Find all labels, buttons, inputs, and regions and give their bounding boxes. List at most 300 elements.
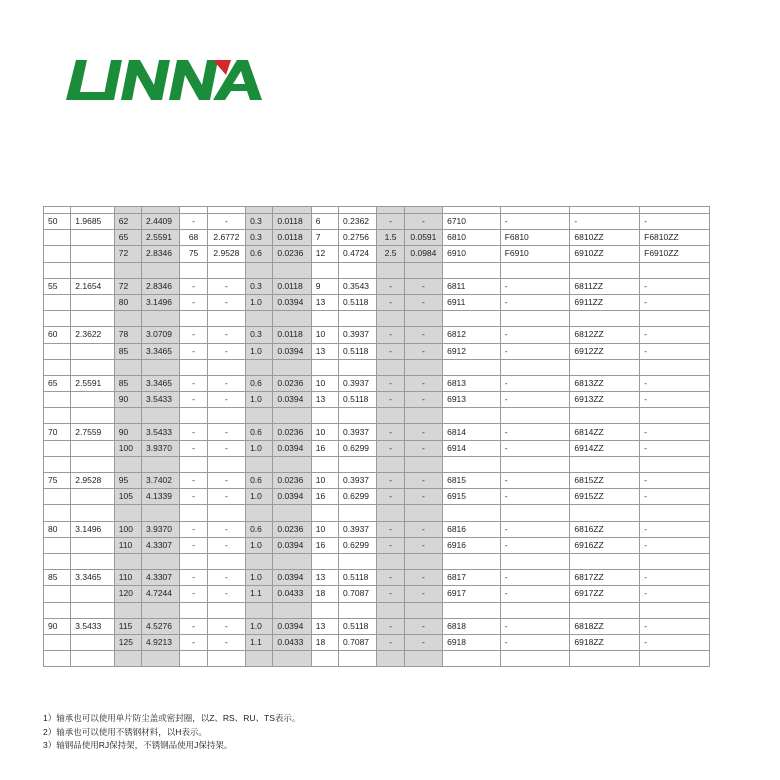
table-cell	[207, 311, 245, 327]
table-cell: 0.0118	[273, 278, 311, 294]
table-cell: 6914ZZ	[570, 440, 640, 456]
table-cell: 0.0394	[273, 440, 311, 456]
table-cell: 2.1654	[71, 278, 114, 294]
table-cell	[207, 505, 245, 521]
table-row	[44, 214, 710, 230]
table-cell: 6918ZZ	[570, 634, 640, 650]
table-cell: -	[207, 570, 245, 586]
table-cell: 2.5	[377, 246, 404, 262]
table-cell: 6814	[443, 424, 501, 440]
table-cell	[142, 602, 180, 618]
table-cell: 13	[311, 392, 338, 408]
footnotes	[43, 712, 300, 753]
table-cell: 62	[114, 214, 141, 230]
table-cell: 0.3937	[339, 375, 377, 391]
table-cell	[311, 262, 338, 278]
table-row	[44, 521, 710, 537]
table-cell: 6911ZZ	[570, 294, 640, 310]
table-cell: -	[404, 278, 442, 294]
table-cell: 95	[114, 473, 141, 489]
table-cell: -	[640, 392, 710, 408]
table-cell: 3.1496	[71, 521, 114, 537]
table-cell: 0.0394	[273, 489, 311, 505]
table-cell	[246, 651, 273, 667]
table-cell	[71, 553, 114, 569]
table-cell: 6910ZZ	[570, 246, 640, 262]
table-cell	[377, 311, 404, 327]
table-cell: 2.8346	[142, 278, 180, 294]
table-cell: -	[377, 586, 404, 602]
table-cell: 4.5276	[142, 618, 180, 634]
table-cell	[570, 553, 640, 569]
table-cell: 18	[311, 634, 338, 650]
table-cell: 6915ZZ	[570, 489, 640, 505]
table-cell: -	[500, 278, 570, 294]
table-cell	[71, 294, 114, 310]
table-cell: 1.1	[246, 634, 273, 650]
table-cell: 110	[114, 537, 141, 553]
table-cell: -	[404, 294, 442, 310]
table-cell	[443, 456, 501, 472]
table-cell: 0.0394	[273, 392, 311, 408]
table-cell	[142, 408, 180, 424]
table-cell: -	[500, 214, 570, 230]
table-cell	[404, 602, 442, 618]
linna-logo	[66, 58, 278, 102]
table-cell: -	[640, 489, 710, 505]
table-cell: 6816	[443, 521, 501, 537]
table-cell: -	[500, 570, 570, 586]
table-cell: 0.5118	[339, 294, 377, 310]
table-cell	[640, 408, 710, 424]
table-cell: 6817	[443, 570, 501, 586]
table-cell: -	[180, 327, 207, 343]
table-cell: 6813ZZ	[570, 375, 640, 391]
table-cell: 1.0	[246, 294, 273, 310]
table-cell	[114, 359, 141, 375]
table-cell: -	[640, 537, 710, 553]
table-cell	[377, 505, 404, 521]
table-cell: 0.3543	[339, 278, 377, 294]
table-cell	[246, 311, 273, 327]
table-cell: -	[180, 440, 207, 456]
table-cell	[44, 294, 71, 310]
table-cell: 0.0236	[273, 521, 311, 537]
table-cell: 2.9528	[71, 473, 114, 489]
table-cell: 0.6299	[339, 440, 377, 456]
table-cell	[71, 392, 114, 408]
table-cell: -	[404, 214, 442, 230]
table-cell: 6913	[443, 392, 501, 408]
table-cell: 6810ZZ	[570, 230, 640, 246]
table-cell	[311, 359, 338, 375]
table-cell	[180, 359, 207, 375]
table-cell: -	[404, 521, 442, 537]
table-cell: 0.6	[246, 521, 273, 537]
table-spacer-row	[44, 456, 710, 472]
bearing-spec-table	[43, 206, 710, 667]
table-cell	[180, 207, 207, 214]
table-cell: 100	[114, 521, 141, 537]
table-cell	[71, 634, 114, 650]
table-cell	[180, 602, 207, 618]
table-cell: 6814ZZ	[570, 424, 640, 440]
table-cell: 1.5	[377, 230, 404, 246]
table-cell: 65	[114, 230, 141, 246]
table-cell: -	[404, 537, 442, 553]
table-cell	[404, 505, 442, 521]
table-cell: -	[404, 440, 442, 456]
table-cell: 6818ZZ	[570, 618, 640, 634]
table-cell	[404, 553, 442, 569]
table-cell: 13	[311, 343, 338, 359]
table-cell: -	[640, 634, 710, 650]
table-cell	[71, 246, 114, 262]
table-cell	[44, 537, 71, 553]
table-cell: 72	[114, 246, 141, 262]
table-cell: 0.3	[246, 230, 273, 246]
table-cell: 6918	[443, 634, 501, 650]
table-cell: -	[404, 586, 442, 602]
table-cell: 6916ZZ	[570, 537, 640, 553]
table-cell	[443, 207, 501, 214]
table-cell: 0.6299	[339, 489, 377, 505]
table-cell	[44, 359, 71, 375]
table-cell	[207, 408, 245, 424]
table-cell: -	[180, 214, 207, 230]
table-spacer-row	[44, 651, 710, 667]
table-cell: 0.5118	[339, 618, 377, 634]
table-cell: 16	[311, 440, 338, 456]
table-cell: -	[500, 473, 570, 489]
table-cell: -	[207, 473, 245, 489]
table-cell	[273, 408, 311, 424]
table-cell: 105	[114, 489, 141, 505]
table-cell: -	[640, 440, 710, 456]
table-cell: 78	[114, 327, 141, 343]
table-cell: 3.5433	[142, 424, 180, 440]
table-cell: -	[404, 618, 442, 634]
table-cell	[142, 651, 180, 667]
table-cell	[246, 262, 273, 278]
table-cell: 3.9370	[142, 521, 180, 537]
table-cell: -	[640, 424, 710, 440]
table-cell: 6912ZZ	[570, 343, 640, 359]
table-cell: 90	[114, 424, 141, 440]
table-cell: 6815ZZ	[570, 473, 640, 489]
table-cell: 10	[311, 521, 338, 537]
table-cell	[246, 408, 273, 424]
table-cell: -	[377, 294, 404, 310]
table-cell	[500, 262, 570, 278]
table-cell: 85	[44, 570, 71, 586]
table-cell	[207, 651, 245, 667]
table-cell: -	[377, 489, 404, 505]
table-cell	[570, 408, 640, 424]
table-cell: 3.7402	[142, 473, 180, 489]
table-cell	[246, 207, 273, 214]
table-cell: F6910	[500, 246, 570, 262]
table-cell	[570, 651, 640, 667]
table-cell	[377, 207, 404, 214]
table-cell: 12	[311, 246, 338, 262]
table-cell: 0.3	[246, 214, 273, 230]
table-cell: -	[207, 278, 245, 294]
table-cell: -	[180, 570, 207, 586]
table-cell: -	[180, 489, 207, 505]
table-cell	[377, 553, 404, 569]
table-cell: 0.3937	[339, 424, 377, 440]
table-cell: -	[180, 473, 207, 489]
table-cell: 0.0394	[273, 537, 311, 553]
table-cell: -	[180, 392, 207, 408]
table-cell	[339, 456, 377, 472]
table-cell	[44, 343, 71, 359]
table-cell: 10	[311, 473, 338, 489]
table-cell: -	[207, 392, 245, 408]
table-cell: 110	[114, 570, 141, 586]
table-cell: 0.6	[246, 473, 273, 489]
table-cell: 6917	[443, 586, 501, 602]
table-cell	[273, 207, 311, 214]
table-cell: -	[207, 424, 245, 440]
table-cell: 3.1496	[142, 294, 180, 310]
table-cell: -	[404, 343, 442, 359]
table-cell	[443, 262, 501, 278]
table-cell	[44, 553, 71, 569]
table-cell	[404, 651, 442, 667]
table-row	[44, 343, 710, 359]
table-cell: 90	[114, 392, 141, 408]
table-cell: 75	[180, 246, 207, 262]
table-cell	[246, 602, 273, 618]
table-cell: 0.5118	[339, 570, 377, 586]
table-cell: 1.0	[246, 618, 273, 634]
table-cell	[44, 408, 71, 424]
table-cell: F6810ZZ	[640, 230, 710, 246]
table-cell	[404, 262, 442, 278]
table-cell: -	[377, 278, 404, 294]
table-row	[44, 489, 710, 505]
table-cell	[180, 311, 207, 327]
table-cell: F6910ZZ	[640, 246, 710, 262]
table-cell	[443, 602, 501, 618]
table-cell	[180, 505, 207, 521]
table-cell	[44, 651, 71, 667]
table-cell	[71, 586, 114, 602]
table-cell	[404, 207, 442, 214]
table-cell: -	[377, 375, 404, 391]
table-cell: 60	[44, 327, 71, 343]
table-cell: 0.2362	[339, 214, 377, 230]
table-cell	[207, 359, 245, 375]
table-cell: 6	[311, 214, 338, 230]
table-row	[44, 230, 710, 246]
table-cell	[207, 456, 245, 472]
table-cell	[180, 651, 207, 667]
table-cell	[404, 456, 442, 472]
table-cell	[207, 553, 245, 569]
table-cell	[71, 230, 114, 246]
table-cell: 0.3937	[339, 521, 377, 537]
table-cell	[339, 651, 377, 667]
table-cell: -	[207, 375, 245, 391]
table-cell	[570, 359, 640, 375]
table-cell	[180, 553, 207, 569]
table-row	[44, 392, 710, 408]
table-cell: 3.3465	[71, 570, 114, 586]
table-row	[44, 424, 710, 440]
table-cell: 75	[44, 473, 71, 489]
table-cell	[44, 634, 71, 650]
table-cell	[377, 456, 404, 472]
table-cell	[44, 586, 71, 602]
table-cell	[142, 262, 180, 278]
table-cell	[500, 602, 570, 618]
table-cell: 6913ZZ	[570, 392, 640, 408]
table-cell: 80	[114, 294, 141, 310]
table-cell: 4.7244	[142, 586, 180, 602]
table-cell: 2.4409	[142, 214, 180, 230]
table-cell	[71, 359, 114, 375]
table-row	[44, 473, 710, 489]
table-cell: 13	[311, 570, 338, 586]
table-cell	[339, 262, 377, 278]
table-cell	[71, 408, 114, 424]
table-cell	[44, 246, 71, 262]
table-cell: 0.0591	[404, 230, 442, 246]
table-cell: 0.0118	[273, 214, 311, 230]
table-cell: -	[207, 521, 245, 537]
table-cell	[273, 505, 311, 521]
table-cell: -	[404, 424, 442, 440]
table-cell: 6915	[443, 489, 501, 505]
table-cell	[311, 311, 338, 327]
table-cell: 2.8346	[142, 246, 180, 262]
table-cell	[500, 311, 570, 327]
table-cell: 85	[114, 343, 141, 359]
table-cell: -	[640, 375, 710, 391]
table-cell	[570, 311, 640, 327]
table-cell	[570, 207, 640, 214]
table-spacer-row	[44, 359, 710, 375]
table-cell: 0.0236	[273, 473, 311, 489]
table-cell: -	[500, 424, 570, 440]
table-cell: 1.0	[246, 343, 273, 359]
table-cell: 16	[311, 537, 338, 553]
table-cell: -	[207, 440, 245, 456]
table-cell: 3.3465	[142, 343, 180, 359]
table-spacer-row	[44, 553, 710, 569]
table-cell: -	[180, 424, 207, 440]
table-cell	[377, 359, 404, 375]
table-cell: 0.0984	[404, 246, 442, 262]
table-cell: 0.0236	[273, 246, 311, 262]
table-cell	[500, 207, 570, 214]
table-cell	[142, 207, 180, 214]
table-cell: -	[180, 634, 207, 650]
table-cell: 0.6	[246, 246, 273, 262]
table-cell	[311, 602, 338, 618]
table-cell: 65	[44, 375, 71, 391]
table-cell: -	[207, 537, 245, 553]
table-cell: 0.7087	[339, 634, 377, 650]
table-cell	[142, 311, 180, 327]
table-cell: 6912	[443, 343, 501, 359]
table-cell	[404, 359, 442, 375]
table-cell: -	[180, 586, 207, 602]
table-cell	[142, 359, 180, 375]
table-cell: 120	[114, 586, 141, 602]
table-cell	[339, 359, 377, 375]
table-cell: -	[180, 375, 207, 391]
table-cell: -	[500, 343, 570, 359]
table-cell: -	[377, 618, 404, 634]
table-cell: -	[180, 294, 207, 310]
table-cell: -	[640, 570, 710, 586]
table-cell: 0.6	[246, 424, 273, 440]
table-cell: 6910	[443, 246, 501, 262]
table-cell: -	[500, 294, 570, 310]
table-cell: -	[377, 537, 404, 553]
table-cell: 3.9370	[142, 440, 180, 456]
table-cell: -	[500, 521, 570, 537]
table-cell	[377, 408, 404, 424]
table-cell	[339, 553, 377, 569]
table-cell: -	[500, 634, 570, 650]
table-cell: 2.3622	[71, 327, 114, 343]
table-cell: 0.0236	[273, 424, 311, 440]
table-cell: 10	[311, 424, 338, 440]
table-cell: 1.0	[246, 489, 273, 505]
table-cell	[44, 311, 71, 327]
table-cell	[44, 602, 71, 618]
table-cell	[273, 359, 311, 375]
table-cell	[44, 230, 71, 246]
table-cell: 6811	[443, 278, 501, 294]
table-cell: -	[570, 214, 640, 230]
table-cell: 0.0394	[273, 570, 311, 586]
table-cell	[377, 602, 404, 618]
table-cell: 6813	[443, 375, 501, 391]
table-cell	[311, 207, 338, 214]
table-cell	[44, 207, 71, 214]
table-cell: -	[377, 634, 404, 650]
table-cell: 6916	[443, 537, 501, 553]
table-cell	[500, 456, 570, 472]
table-cell: 80	[44, 521, 71, 537]
table-cell: -	[404, 375, 442, 391]
table-cell	[180, 262, 207, 278]
table-cell: 85	[114, 375, 141, 391]
table-cell	[311, 553, 338, 569]
table-cell: -	[640, 327, 710, 343]
table-cell: 2.5591	[71, 375, 114, 391]
table-cell	[311, 456, 338, 472]
table-cell: -	[180, 343, 207, 359]
table-cell	[500, 408, 570, 424]
table-cell	[640, 553, 710, 569]
table-cell: 2.6772	[207, 230, 245, 246]
table-cell	[443, 359, 501, 375]
table-spacer-row	[44, 602, 710, 618]
table-cell: 1.9685	[71, 214, 114, 230]
table-cell	[273, 262, 311, 278]
table-cell: 115	[114, 618, 141, 634]
table-cell	[339, 505, 377, 521]
table-cell: 125	[114, 634, 141, 650]
table-cell	[640, 505, 710, 521]
